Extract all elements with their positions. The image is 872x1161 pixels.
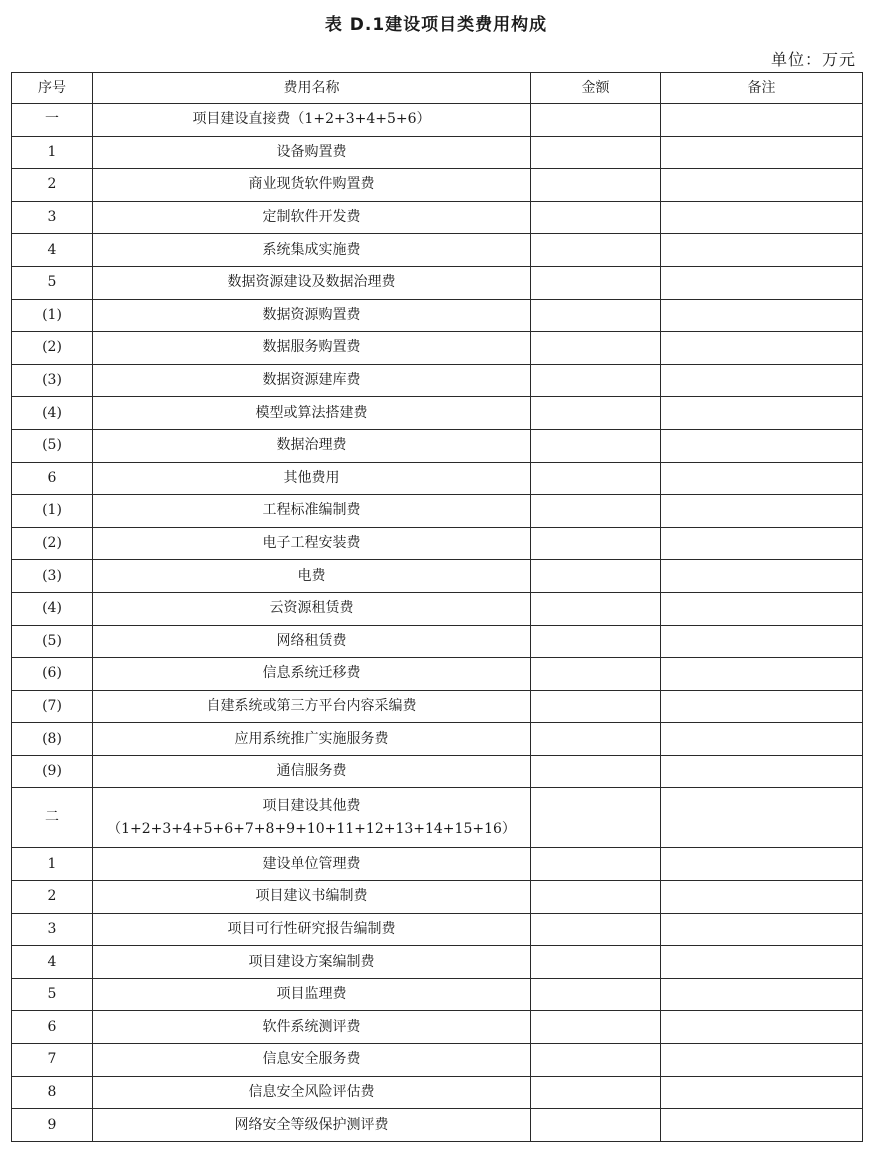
cell-seq: (2)	[12, 527, 93, 560]
cell-amount	[531, 848, 661, 881]
cell-amount	[531, 299, 661, 332]
cell-seq: (1)	[12, 495, 93, 528]
cell-amount	[531, 592, 661, 625]
cell-seq: 6	[12, 462, 93, 495]
cell-name: 自建系统或第三方平台内容采编费	[93, 690, 531, 723]
cell-note	[661, 755, 863, 788]
cell-name: 软件系统测评费	[93, 1011, 531, 1044]
cell-note	[661, 658, 863, 691]
cell-name: 项目监理费	[93, 978, 531, 1011]
cell-seq: (3)	[12, 560, 93, 593]
cell-seq: (5)	[12, 429, 93, 462]
cell-name: 其他费用	[93, 462, 531, 495]
section-two-row	[12, 788, 863, 848]
table-row	[12, 1109, 863, 1142]
table-row	[12, 755, 863, 788]
cell-note	[661, 1076, 863, 1109]
table-row	[12, 364, 863, 397]
cell-note	[661, 136, 863, 169]
table-row	[12, 658, 863, 691]
cell-amount	[531, 266, 661, 299]
cell-seq: 5	[12, 978, 93, 1011]
cell-seq: (9)	[12, 755, 93, 788]
cell-note	[661, 397, 863, 430]
table-row	[12, 1076, 863, 1109]
cell-note	[661, 690, 863, 723]
cell-amount	[531, 169, 661, 202]
cell-name: 定制软件开发费	[93, 201, 531, 234]
cell-note	[661, 1109, 863, 1142]
cell-note	[661, 560, 863, 593]
cell-seq: (2)	[12, 332, 93, 365]
table-row	[12, 299, 863, 332]
cell-name: 云资源租赁费	[93, 592, 531, 625]
cell-note	[661, 788, 863, 848]
cell-name: 数据资源购置费	[93, 299, 531, 332]
cell-amount	[531, 1044, 661, 1077]
cell-note	[661, 201, 863, 234]
cell-name: 网络租赁费	[93, 625, 531, 658]
table-row	[12, 201, 863, 234]
cell-seq: 3	[12, 913, 93, 946]
cell-amount	[531, 1011, 661, 1044]
table-row	[12, 625, 863, 658]
table-row	[12, 946, 863, 979]
cell-note	[661, 881, 863, 914]
header-seq: 序号	[12, 73, 93, 104]
cell-seq: 9	[12, 1109, 93, 1142]
header-name: 费用名称	[93, 73, 531, 104]
header-amount: 金额	[531, 73, 661, 104]
cell-amount	[531, 332, 661, 365]
cell-note	[661, 104, 863, 137]
unit-label: 单位：万元	[770, 50, 856, 69]
table-row	[12, 234, 863, 267]
cell-seq: 5	[12, 266, 93, 299]
cell-amount	[531, 495, 661, 528]
cell-name: 数据资源建设及数据治理费	[93, 266, 531, 299]
table-row	[12, 978, 863, 1011]
table-row	[12, 527, 863, 560]
cell-seq: (1)	[12, 299, 93, 332]
cell-name: 信息安全服务费	[93, 1044, 531, 1077]
cell-name: 商业现货软件购置费	[93, 169, 531, 202]
cell-amount	[531, 881, 661, 914]
cell-seq: 7	[12, 1044, 93, 1077]
cell-note	[661, 234, 863, 267]
cell-note	[661, 299, 863, 332]
cell-amount	[531, 397, 661, 430]
cost-table	[11, 72, 863, 1142]
cell-amount	[531, 946, 661, 979]
cell-note	[661, 364, 863, 397]
cell-seq: (3)	[12, 364, 93, 397]
cell-amount	[531, 527, 661, 560]
header-row	[12, 73, 863, 104]
table-row	[12, 169, 863, 202]
table-row	[12, 104, 863, 137]
cell-note	[661, 946, 863, 979]
table-row	[12, 913, 863, 946]
cell-name: 信息安全风险评估费	[93, 1076, 531, 1109]
cell-seq: 1	[12, 848, 93, 881]
cell-amount	[531, 364, 661, 397]
cell-name: 数据服务购置费	[93, 332, 531, 365]
cell-seq: (6)	[12, 658, 93, 691]
cell-note	[661, 848, 863, 881]
cell-name: 项目建设方案编制费	[93, 946, 531, 979]
header-note: 备注	[661, 73, 863, 104]
cell-seq: (8)	[12, 723, 93, 756]
table-row	[12, 266, 863, 299]
cell-note	[661, 495, 863, 528]
cell-seq: 二	[12, 788, 93, 848]
cell-name: 项目建议书编制费	[93, 881, 531, 914]
cell-amount	[531, 429, 661, 462]
cell-note	[661, 723, 863, 756]
section-two-name: 项目建设其他费	[262, 797, 361, 814]
cell-seq: 3	[12, 201, 93, 234]
table-row	[12, 1044, 863, 1077]
cell-amount	[531, 201, 661, 234]
cell-name: 数据治理费	[93, 429, 531, 462]
cell-amount	[531, 658, 661, 691]
cell-seq: 6	[12, 1011, 93, 1044]
cell-amount	[531, 723, 661, 756]
table-row	[12, 723, 863, 756]
cell-seq: 2	[12, 881, 93, 914]
cell-note	[661, 169, 863, 202]
table-row	[12, 495, 863, 528]
cell-note	[661, 527, 863, 560]
cell-seq: 8	[12, 1076, 93, 1109]
cell-note	[661, 978, 863, 1011]
cell-name: 设备购置费	[93, 136, 531, 169]
cell-name: 信息系统迁移费	[93, 658, 531, 691]
table-title: 表 D.1建设项目类费用构成	[324, 15, 548, 35]
cell-amount	[531, 913, 661, 946]
cell-name: 电费	[93, 560, 531, 593]
table-row	[12, 690, 863, 723]
cell-seq: (4)	[12, 397, 93, 430]
table-row	[12, 560, 863, 593]
cell-note	[661, 266, 863, 299]
cell-seq: (5)	[12, 625, 93, 658]
cell-name: 通信服务费	[93, 755, 531, 788]
cell-amount	[531, 755, 661, 788]
cell-name: 电子工程安装费	[93, 527, 531, 560]
table-row	[12, 848, 863, 881]
cell-amount	[531, 1109, 661, 1142]
cell-note	[661, 332, 863, 365]
cell-seq: (7)	[12, 690, 93, 723]
cell-name: 项目建设直接费（1+2+3+4+5+6）	[93, 104, 531, 137]
section-two-formula: （1+2+3+4+5+6+7+8+9+10+11+12+13+14+15+16）	[107, 820, 516, 837]
cell-name: 数据资源建库费	[93, 364, 531, 397]
cell-amount	[531, 788, 661, 848]
cell-seq: 1	[12, 136, 93, 169]
cell-seq: 4	[12, 234, 93, 267]
table-row	[12, 397, 863, 430]
cell-note	[661, 1044, 863, 1077]
cell-amount	[531, 462, 661, 495]
cell-amount	[531, 690, 661, 723]
cell-note	[661, 592, 863, 625]
cell-note	[661, 913, 863, 946]
cell-amount	[531, 1076, 661, 1109]
table-row	[12, 1011, 863, 1044]
cell-amount	[531, 625, 661, 658]
cell-seq: 2	[12, 169, 93, 202]
cell-name	[93, 788, 531, 848]
cell-seq: 4	[12, 946, 93, 979]
table-row	[12, 462, 863, 495]
cell-amount	[531, 978, 661, 1011]
cell-name: 应用系统推广实施服务费	[93, 723, 531, 756]
cell-name: 项目可行性研究报告编制费	[93, 913, 531, 946]
cell-note	[661, 429, 863, 462]
cell-name: 建设单位管理费	[93, 848, 531, 881]
cell-note	[661, 625, 863, 658]
cell-amount	[531, 560, 661, 593]
cell-name: 工程标准编制费	[93, 495, 531, 528]
cell-name: 模型或算法搭建费	[93, 397, 531, 430]
cell-seq: (4)	[12, 592, 93, 625]
cell-note	[661, 1011, 863, 1044]
table-row	[12, 136, 863, 169]
cell-seq: 一	[12, 104, 93, 137]
table-row	[12, 332, 863, 365]
table-row	[12, 881, 863, 914]
cell-name: 网络安全等级保护测评费	[93, 1109, 531, 1142]
table-row	[12, 429, 863, 462]
cell-note	[661, 462, 863, 495]
table-row	[12, 592, 863, 625]
cell-name: 系统集成实施费	[93, 234, 531, 267]
cell-amount	[531, 104, 661, 137]
cell-amount	[531, 234, 661, 267]
cell-amount	[531, 136, 661, 169]
